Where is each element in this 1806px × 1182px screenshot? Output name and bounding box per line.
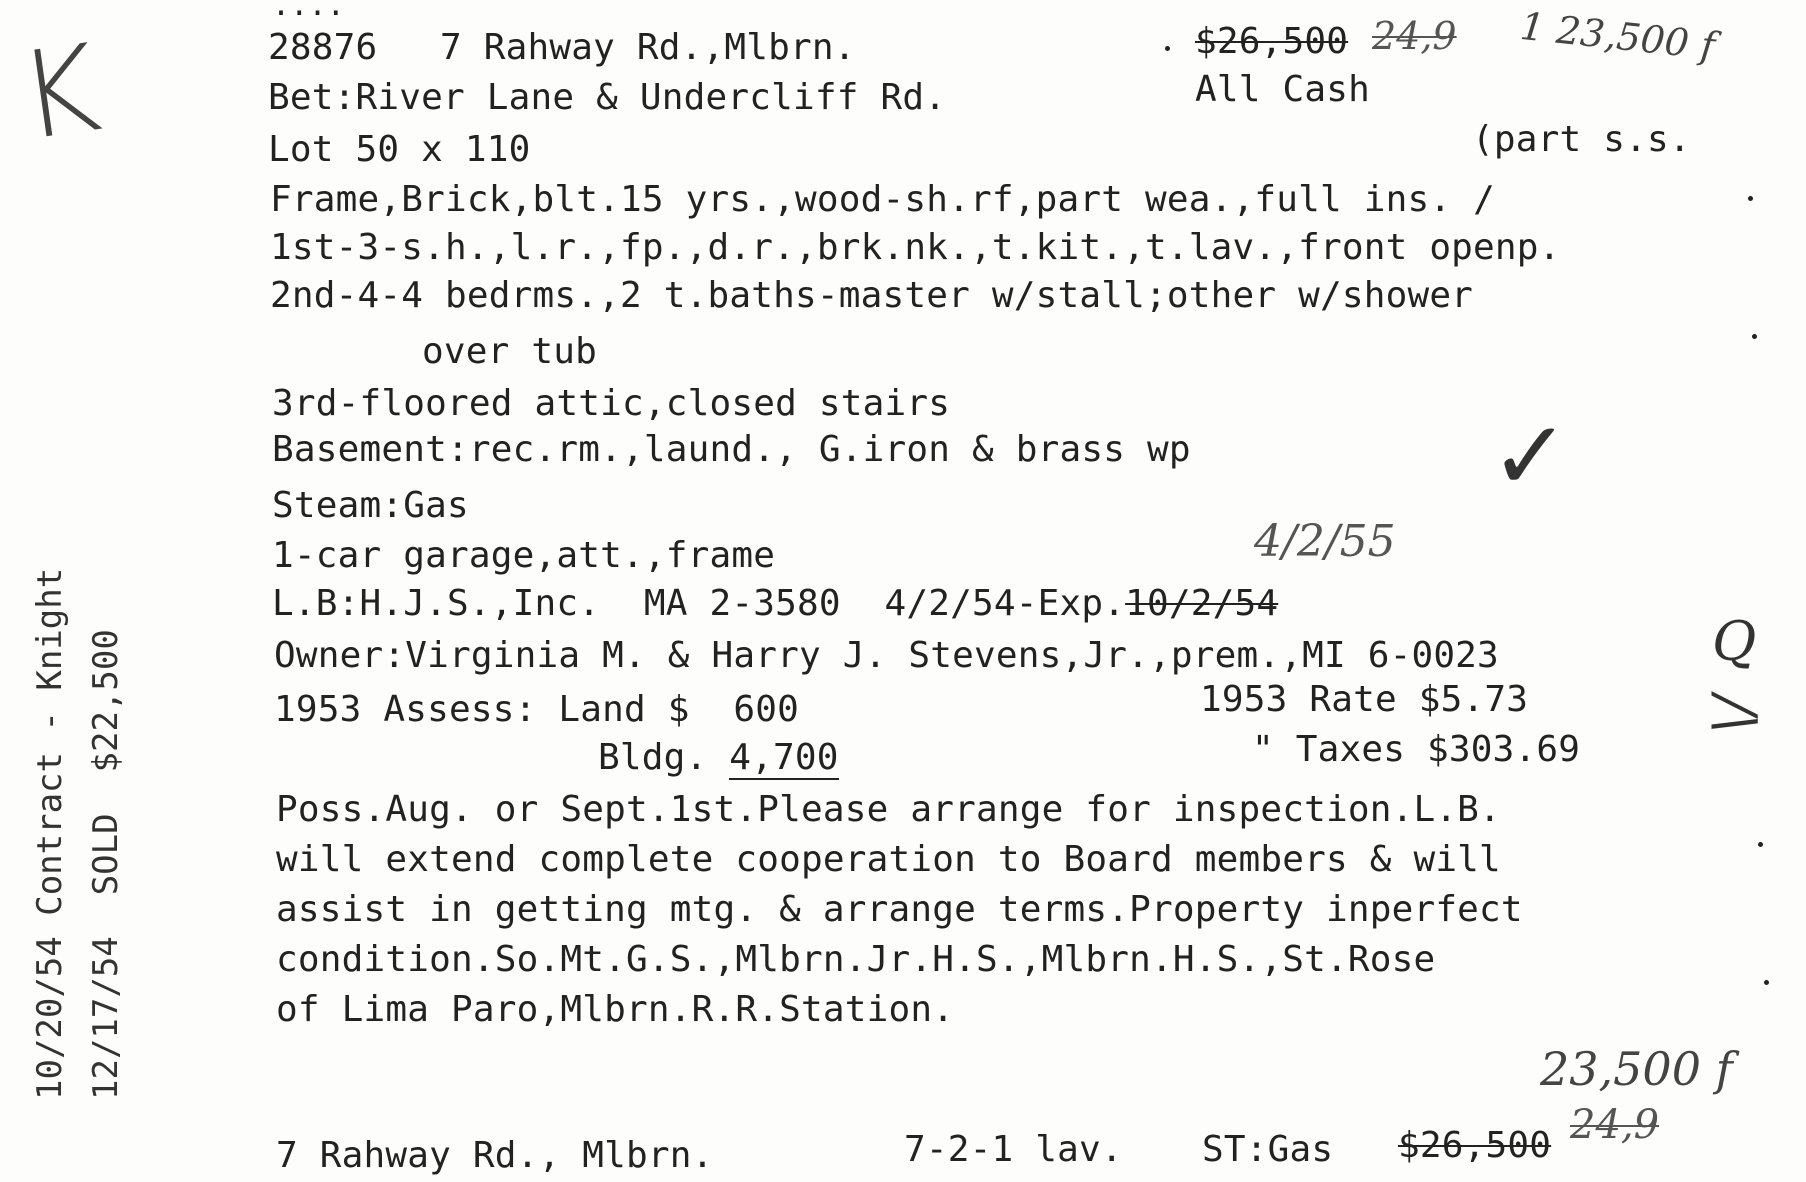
margin-note-sold: 12/17/54 SOLD $22,500 (86, 629, 126, 1100)
remarks-line: condition.So.Mt.G.S.,Mlbrn.Jr.H.S.,Mlbrn.H.S.,St.Rose (276, 939, 1436, 980)
bracket-mark: /\ (1702, 695, 1768, 734)
footer-revision-2: 24,9 (1570, 1102, 1660, 1148)
listing-number: 28876 (268, 27, 378, 68)
assessment-land: 1953 Assess: Land $ 600 (274, 689, 799, 730)
owner-note: Q (1712, 610, 1757, 673)
part-ss-note: (part s.s. (1472, 119, 1691, 160)
dot-mark (1758, 842, 1763, 847)
third-floor: 3rd-floored attic,closed stairs (272, 383, 951, 424)
dot-mark (1748, 196, 1753, 201)
bldg-label: Bldg. (598, 737, 730, 778)
tax-rate: 1953 Rate $5.73 (1200, 679, 1529, 720)
margin-note-contract: 10/20/54 Contract - Knight (30, 567, 70, 1100)
bldg-value: 4,700 (729, 737, 839, 778)
heat: Steam:Gas (272, 485, 469, 526)
price-revision-1: 24,9 (1372, 14, 1457, 58)
dot-mark (1764, 980, 1769, 985)
taxes: " Taxes $303.69 (1252, 729, 1581, 770)
assessment-bldg (598, 738, 839, 778)
footer-rooms: 7-2-1 lav. (904, 1129, 1123, 1170)
lot-size: Lot 50 x 110 (268, 129, 531, 170)
basement: Basement:rec.rm.,laund., G.iron & brass wp (272, 429, 1191, 470)
dot-mark (1752, 334, 1757, 339)
owner: Owner:Virginia M. & Harry J. Stevens,Jr.,prem.,MI 6-0023 (274, 635, 1499, 676)
dot-mark (1165, 46, 1170, 51)
check-mark: ✓ (1490, 400, 1571, 512)
header-dots: .... (272, 0, 346, 23)
construction (270, 180, 1495, 220)
remarks-line: will extend complete cooperation to Board members & will (276, 839, 1501, 880)
listing-broker (272, 584, 1278, 624)
construction-main: Frame,Brick,blt.15 yrs.,wood-sh.rf,part wea.,full ins (270, 179, 1430, 220)
remarks-line: of Lima Paro,Mlbrn.R.R.Station. (276, 989, 955, 1030)
handwritten-initial: K (10, 19, 108, 168)
second-floor: 2nd-4-4 bedrms.,2 t.baths-master w/stall;other w/shower (270, 275, 1474, 316)
terms: All Cash (1195, 69, 1370, 110)
remarks-line: assist in getting mtg. & arrange terms.Property inperfect (276, 889, 1523, 930)
footer-revision-1: 23,500 f (1540, 1042, 1733, 1096)
garage: 1-car garage,att.,frame (272, 535, 776, 576)
original-price: $26,500 (1195, 21, 1349, 62)
footer-price: $26,500 (1398, 1125, 1552, 1166)
between-streets: Bet:River Lane & Undercliff Rd. (268, 77, 947, 118)
footer-heat: ST:Gas (1202, 1129, 1334, 1170)
expiration-date: 10/2/54 (1125, 583, 1279, 624)
extension-date: 4/2/55 (1254, 516, 1396, 567)
broker-info: L.B:H.J.S.,Inc. MA 2-3580 4/2/54-Exp. (272, 583, 1126, 624)
first-floor: 1st-3-s.h.,l.r.,fp.,d.r.,brk.nk.,t.kit.,t.lav.,front openp. (270, 227, 1561, 268)
listing-address: 7 Rahway Rd.,Mlbrn. (440, 27, 856, 68)
construction-end: . / (1429, 179, 1495, 220)
remarks-line: Poss.Aug. or Sept.1st.Please arrange for inspection.L.B. (276, 789, 1501, 830)
second-floor-cont: over tub (422, 331, 597, 372)
price-revision-2: 1 23,500 f (1518, 3, 1718, 69)
footer-address: 7 Rahway Rd., Mlbrn. (276, 1135, 714, 1176)
